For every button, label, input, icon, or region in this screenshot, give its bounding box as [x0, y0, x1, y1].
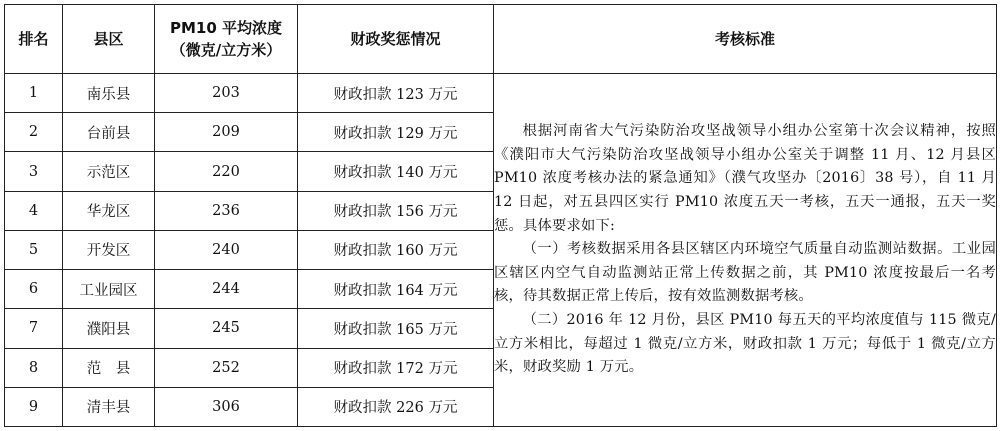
pm10-cell: 203 — [155, 74, 298, 113]
district-cell: 台前县 — [63, 113, 155, 152]
finance-cell: 财政扣款 226 万元 — [298, 387, 494, 426]
rank-cell: 5 — [5, 230, 63, 269]
header-pm10-title: PM10 平均浓度 — [169, 19, 283, 37]
header-pm10 — [155, 5, 298, 74]
rank-cell: 2 — [5, 113, 63, 152]
finance-cell: 财政扣款 123 万元 — [298, 74, 494, 113]
finance-cell: 财政扣款 172 万元 — [298, 348, 494, 387]
finance-cell: 财政扣款 164 万元 — [298, 270, 494, 309]
finance-cell: 财政扣款 129 万元 — [298, 113, 494, 152]
standard-paragraph-3: （二）2016 年 12 月份，县区 PM10 每五天的平均浓度值与 115 微克/立方米相比，每超过 1 微克/立方米，财政扣款 1 万元；每低于 1 微克/立方米，财政奖励 1 万元。 — [494, 311, 996, 376]
pm10-cell: 236 — [155, 191, 298, 230]
pm10-cell: 244 — [155, 270, 298, 309]
rank-cell: 9 — [5, 387, 63, 426]
finance-cell: 财政扣款 140 万元 — [298, 152, 494, 191]
district-cell: 范 县 — [63, 348, 155, 387]
pm10-cell: 240 — [155, 230, 298, 269]
district-cell: 示范区 — [63, 152, 155, 191]
standard-paragraph-2: （一）考核数据采用各县区辖区内环境空气质量自动监测站数据。工业园区辖区内空气自动监测站正常上传数据之前，其 PM10 浓度按最后一名考核，待其数据正常上传后，按有效监测数据考核。 — [494, 241, 996, 305]
district-cell: 工业园区 — [63, 270, 155, 309]
standard-cell — [494, 74, 997, 427]
rank-cell: 4 — [5, 191, 63, 230]
district-cell: 濮阳县 — [63, 309, 155, 348]
rank-cell: 6 — [5, 270, 63, 309]
standard-paragraph-1: 根据河南省大气污染防治攻坚战领导小组办公室第十次会议精神，按照《濮阳市大气污染防治攻坚战领导小组办公室关于调整 11 月、12 月县区 PM10 浓度考核办法的紧急通知》（濮气攻坚办〔2016〕38 号），自 11 月 12 日起，对五县四区实行 PM10 浓度五天一考核，五天一通报，五天一奖惩。具体要求如下: — [494, 123, 996, 234]
rank-cell: 1 — [5, 74, 63, 113]
finance-cell: 财政扣款 156 万元 — [298, 191, 494, 230]
header-row — [5, 5, 997, 74]
district-cell: 华龙区 — [63, 191, 155, 230]
finance-cell: 财政扣款 160 万元 — [298, 230, 494, 269]
header-rank: 排名 — [5, 5, 63, 74]
finance-cell: 财政扣款 165 万元 — [298, 309, 494, 348]
pm10-cell: 209 — [155, 113, 298, 152]
pm10-cell: 245 — [155, 309, 298, 348]
rank-cell: 3 — [5, 152, 63, 191]
header-finance: 财政奖惩情况 — [298, 5, 494, 74]
pm10-cell: 220 — [155, 152, 298, 191]
header-standard: 考核标准 — [494, 5, 997, 74]
table-row — [5, 74, 997, 113]
header-district: 县区 — [63, 5, 155, 74]
assessment-table — [4, 4, 997, 427]
district-cell: 南乐县 — [63, 74, 155, 113]
district-cell: 开发区 — [63, 230, 155, 269]
pm10-cell: 306 — [155, 387, 298, 426]
rank-cell: 7 — [5, 309, 63, 348]
pm10-cell: 252 — [155, 348, 298, 387]
district-cell: 清丰县 — [63, 387, 155, 426]
rank-cell: 8 — [5, 348, 63, 387]
header-pm10-unit: （微克/立方米） — [170, 41, 282, 59]
